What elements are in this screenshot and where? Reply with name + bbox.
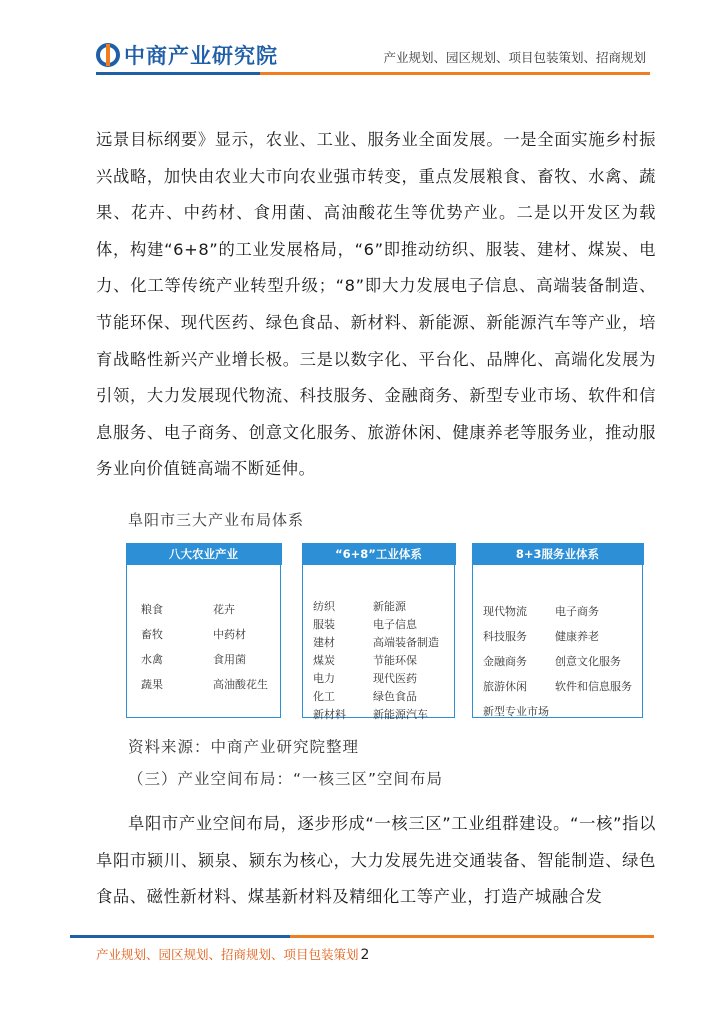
list-item: 新能源汽车: [373, 708, 428, 721]
page-header: [0, 0, 724, 84]
list-item: 中药材: [213, 628, 246, 641]
list-item: 纺织: [313, 600, 335, 613]
list-item: 粮食: [141, 603, 163, 616]
list-item: 绿色食品: [373, 690, 417, 703]
column-items: [141, 601, 274, 692]
list-item: 电子商务: [555, 605, 599, 618]
header-divider-orange: [260, 72, 650, 75]
list-item: 现代医药: [373, 672, 417, 685]
list-item: 新型专业市场: [483, 705, 549, 718]
list-item: 建材: [313, 636, 335, 649]
list-item: 高端装备制造: [373, 636, 439, 649]
source-note: 资料来源：中商产业研究院整理: [128, 738, 360, 756]
list-item: 电力: [313, 672, 335, 685]
logo: [96, 40, 278, 70]
footer-tagline: 产业规划、园区规划、招商规划、项目包装策划: [96, 947, 359, 962]
logo-icon: [96, 43, 120, 67]
column-items: [313, 598, 448, 722]
logo-text: 中商产业研究院: [124, 44, 278, 68]
section-heading: （三）产业空间布局：“一核三区”空间布局: [128, 770, 444, 788]
column-title: “6+8”工业体系: [302, 543, 456, 565]
footer-divider-orange: [290, 935, 654, 938]
page-number: 2: [360, 947, 370, 963]
list-item: [555, 703, 636, 719]
list-item: 电子信息: [373, 618, 417, 631]
list-item: 水禽: [141, 653, 163, 666]
list-item: 化工: [313, 690, 335, 703]
footer-divider-blue: [70, 935, 290, 938]
header-tagline: 产业规划、园区规划、项目包装策划、招商规划: [383, 50, 646, 65]
industry-figure: [126, 543, 643, 721]
list-item: 煤炭: [313, 654, 335, 667]
column-title: 8+3服务业体系: [472, 543, 644, 565]
list-item: 金融商务: [483, 655, 527, 668]
list-item: 健康养老: [555, 630, 599, 643]
column-items: [483, 603, 636, 719]
column-title: 八大农业产业: [126, 543, 282, 565]
list-item: 旅游休闲: [483, 680, 527, 693]
figure-column-agriculture: [126, 543, 281, 718]
list-item: 新材料: [313, 708, 346, 721]
list-item: 创意文化服务: [555, 655, 621, 668]
list-item: 食用菌: [213, 653, 246, 666]
list-item: 现代物流: [483, 605, 527, 618]
list-item: 花卉: [213, 603, 235, 616]
page-footer: [96, 945, 369, 963]
paragraph-1: 远景目标纲要》显示，农业、工业、服务业全面发展。一是全面实施乡村振兴战略，加快由农业大市向农业强市转变，重点发展粮食、畜牧、水禽、蔬果、花卉、中药材、食用菌、高油酸花生等优势产业。二是以开发区为载体，构建“6+8”的工业发展格局，“6”即推动纺织、服装、建材、煤炭、电力、化工等传统产业转型升级；“8”即大力发展电子信息、高端装备制造、节能环保、现代医药、绿色食品、新材料、新能源、新能源汽车等产业，培育战略性新兴产业增长极。三是以数字化、平台化、品牌化、高端化发展为引领，大力发展现代物流、科技服务、金融商务、新型专业市场、软件和信息服务、电子商务、创意文化服务、旅游休闲、健康养老等服务业，推动服务业向价值链高端不断延伸。: [96, 130, 656, 479]
list-item: 节能环保: [373, 654, 417, 667]
list-item: 科技服务: [483, 630, 527, 643]
list-item: 新能源: [373, 600, 406, 613]
header-divider-blue: [96, 72, 260, 75]
figure-column-industry: [302, 543, 455, 721]
paragraph-2: 阜阳市产业空间布局，逐步形成“一核三区”工业组群建设。“一核”指以阜阳市颍川、颍泉、颍东为核心，大力发展先进交通装备、智能制造、绿色食品、磁性新材料、煤基新材料及精细化工等产业，打造产城融合发: [96, 814, 656, 907]
figure-column-services: [472, 543, 643, 718]
figure-caption: 阜阳市三大产业布局体系: [128, 511, 305, 529]
list-item: 蔬果: [141, 678, 163, 691]
list-item: 畜牧: [141, 628, 163, 641]
list-item: 软件和信息服务: [555, 680, 632, 693]
list-item: 服装: [313, 618, 335, 631]
list-item: 高油酸花生: [213, 678, 268, 691]
